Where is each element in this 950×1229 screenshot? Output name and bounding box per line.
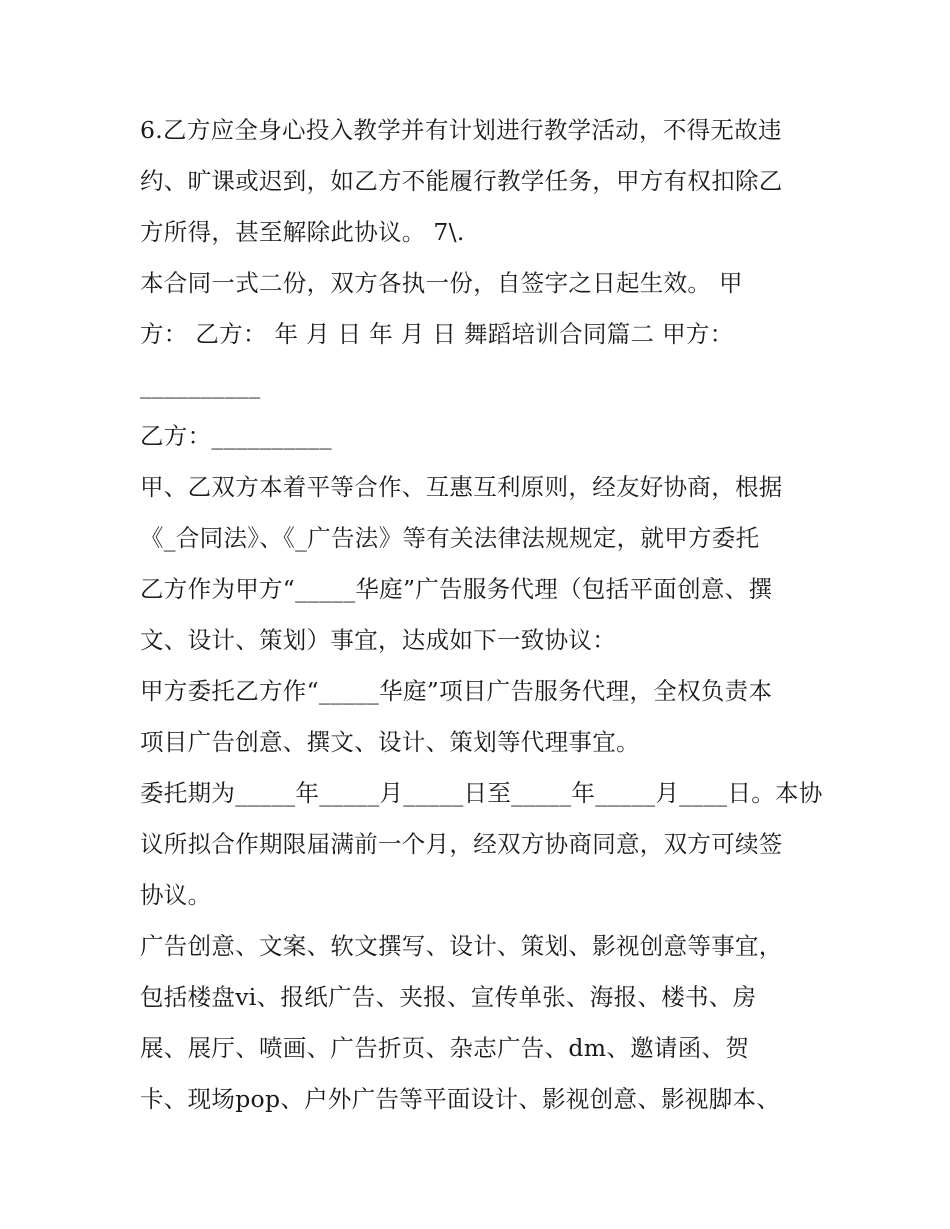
text-line: 卡、现场pop、户外广告等平面设计、影视创意、影视脚本、 [140, 1085, 781, 1113]
contract-body-text [140, 109, 830, 1129]
text-line: 本合同一式二份，双方各执一份，自签字之日起生效。 甲 [140, 269, 743, 297]
signature-blank-party-a: __________ [140, 371, 261, 399]
text-line: 广告创意、文案、软文撰写、设计、策划、影视创意等事宜， [140, 932, 783, 960]
text-line: 包括楼盘vi、报纸广告、夹报、宣传单张、海报、楼书、房 [140, 983, 757, 1011]
text-line: 展、展厅、喷画、广告折页、杂志广告、dm、邀请函、贺 [140, 1034, 750, 1062]
text-line: 甲、乙双方本着平等合作、互惠互利原则，经友好协商，根据 [140, 473, 783, 501]
text-line: 委托期为_____年_____月_____日至_____年_____月____日。本协 [140, 779, 823, 807]
text-line: 6.乙方应全身心投入教学并有计划进行教学活动，不得无故违 [140, 116, 782, 144]
text-line: 方所得，甚至解除此协议。 7\. [140, 218, 465, 246]
text-line: 议所拟合作期限届满前一个月，经双方协商同意，双方可续签 [140, 830, 783, 858]
text-line: 项目广告创意、撰文、设计、策划等代理事宜。 [140, 728, 640, 756]
text-line: 协议。 [140, 881, 212, 909]
text-line: 约、旷课或迟到，如乙方不能履行教学任务，甲方有权扣除乙 [140, 167, 783, 195]
text-line: 《_合同法》、《_广告法》等有关法律法规规定，就甲方委托 [140, 524, 760, 552]
text-line: 方： 乙方： 年 月 日 年 月 日 舞蹈培训合同篇二 甲方： [140, 320, 734, 348]
text-line: 乙方作为甲方“_____华庭”广告服务代理（包括平面创意、撰 [140, 575, 773, 603]
text-line: 甲方委托乙方作“_____华庭”项目广告服务代理，全权负责本 [140, 677, 773, 705]
signature-blank-party-b: 乙方：__________ [140, 422, 332, 450]
text-line: 文、设计、策划）事宜，达成如下一致协议： [140, 626, 616, 654]
